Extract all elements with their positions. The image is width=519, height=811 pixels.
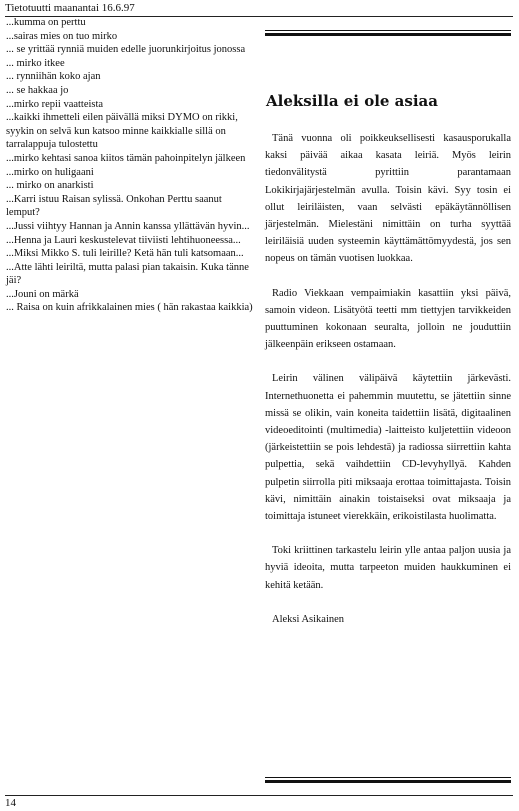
bottom-rule-divider xyxy=(265,777,511,783)
gossip-item: ...sairas mies on tuo mirko xyxy=(6,30,118,42)
gossip-item: ... rynniihän koko ajan xyxy=(6,71,101,83)
gossip-item: ... Raisa on kuin afrikkalainen mies ( hän rakastaa kaikkia) xyxy=(6,302,253,314)
gossip-item: ...Jussi viihtyy Hannan ja Annin kanssa yllättävän hyvin... xyxy=(6,220,250,232)
page-number: 14 xyxy=(5,797,16,809)
page-footer xyxy=(5,795,513,810)
top-rule-divider xyxy=(265,30,511,36)
gossip-item: ...mirko repii vaatteista xyxy=(6,98,104,110)
gossip-item: ...Karri istuu Raisan sylissä. Onkohan Perttu saanut lemput? xyxy=(6,193,222,219)
article-paragraph: Toki kriittinen tarkastelu leirin ylle antaa paljon uusia ja hyviä ideoita, mutta tarpeeton muiden haukkuminen ei kehitä ketään. xyxy=(265,545,511,591)
gossip-item: ...kumma on perttu xyxy=(6,17,86,28)
gossip-item: ... se yrittää rynniä muiden edelle juorunkirjoitus jonossa xyxy=(6,44,246,56)
gossip-item: ...mirko on huligaani xyxy=(6,166,94,178)
article-title: Aleksilla ei ole asiaa xyxy=(266,92,438,110)
gossip-item: ...Henna ja Lauri keskustelevat tiiviisti lehtihuoneessa... xyxy=(6,234,241,246)
gossip-item: ... mirko on anarkisti xyxy=(6,180,94,192)
gossip-item: ... se hakkaa jo xyxy=(6,84,69,96)
gossip-item: ... mirko itkee xyxy=(6,57,65,69)
gossip-item: ...kaikki ihmetteli eilen päivällä miksi DYMO on rikki, syykin on selvä kun katsoo minne kaikkialle sillä on tarralappuja tulostettu xyxy=(6,112,238,151)
gossip-item: ...mirko kehtasi sanoa kiitos tämän pahoinpitelyn jälkeen xyxy=(6,152,246,164)
gossip-item: ...Jouni on märkä xyxy=(6,288,79,300)
header-text: Tietotuutti maanantai 16.6.97 xyxy=(5,2,135,14)
article xyxy=(265,30,511,645)
article-author: Aleksi Asikainen xyxy=(272,613,345,625)
gossip-column xyxy=(6,16,253,315)
article-paragraph: Radio Viekkaan vempaimiakin kasattiin yksi päivä, samoin videon. Lisätyötä teetti mm tiettyjen tarvikkeiden puuttuminen kokonaan seuralta, jolloin ne jouduttiin jälkeenpäin erikseen ostamaan. xyxy=(265,287,511,351)
gossip-item: ...Atte lähti leiriltä, mutta palasi pian takaisin. Kuka tänne jäi? xyxy=(6,261,249,287)
gossip-item: ...Miksi Mikko S. tuli leirille? Ketä hän tuli katsomaan... xyxy=(6,248,244,260)
page-header xyxy=(5,2,513,17)
article-paragraph: Tänä vuonna oli poikkeuksellisesti kasausporukalla kaksi päivää aikaa kasata leiriä. Myös leirin tiedonvälitystä pyrittiin parantamaan Lokikirjajärjestelmän avulla. Toisin kävi. Syy tosin ei ollut leiriläisten, vaan selvästi epäkäytännöllisen järjestelmän. Mielestäni nimittäin on turha syyttää leiriläisiä uuden systeemin käyttämättömyydestä, jos sen nopeus on tämän vuotisen luokkaa. xyxy=(265,133,511,265)
article-body xyxy=(265,130,511,628)
article-paragraph: Leirin välinen välipäivä käytettiin järkevästi. Internethuonetta ei pahemmin muutettu, se jätettiin sinne missä se olikin, vain koneita taidettiin lisätä, digitaalinen videoeditointi (multimedia) -laitteisto kuljetettiin videoon (järkeistettiin se pois lehdestä) ja radiossa siirrettiin kahta pulpettia, sekä vaihdettiin CD-levyhyllyä. Kahden pulpetin siirrolla piti miksaaja erottaa toimittajasta. Toisin kävi, nimittäin ainakin toistaiseksi ovat miksaaja ja toimittaja istuneet vierekkäin, erikoistilasta huolimatta. xyxy=(265,373,511,523)
